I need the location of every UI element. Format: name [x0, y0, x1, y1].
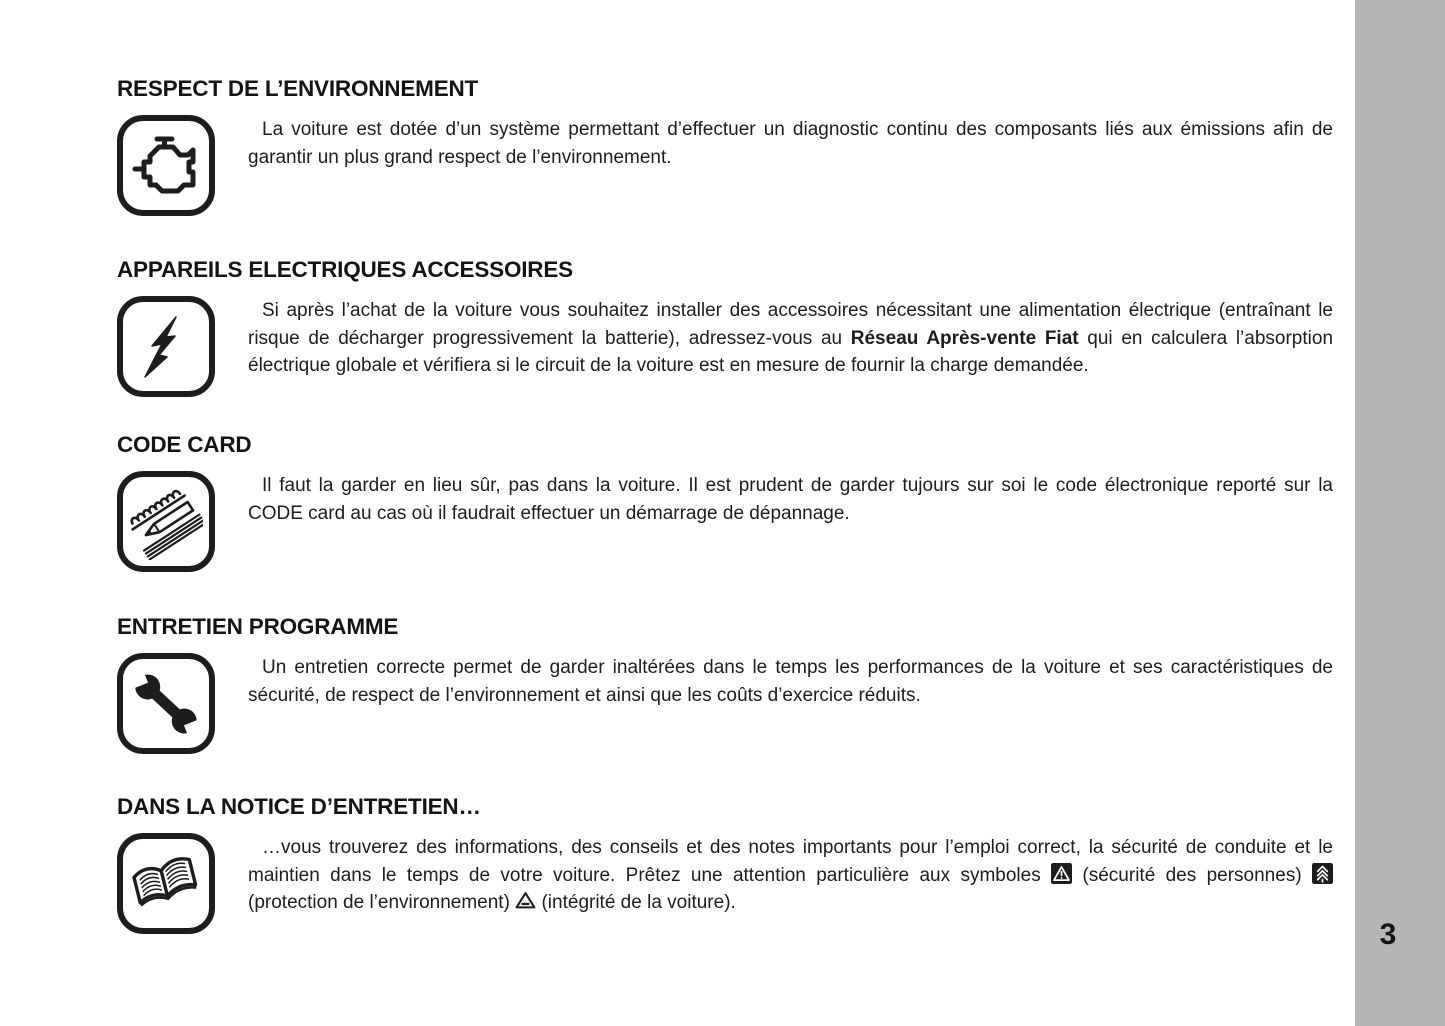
open-book-icon — [117, 833, 215, 934]
section-service-handbook — [117, 794, 1333, 934]
section-heading: RESPECT DE L’ENVIRONNEMENT — [117, 76, 479, 101]
section-paragraph — [248, 297, 1333, 380]
paragraph-text: (intégrité de la voiture). — [536, 892, 736, 913]
section-paragraph — [248, 834, 1333, 917]
section-heading: APPAREILS ELECTRIQUES ACCESSOIRES — [117, 257, 573, 282]
paragraph-text: Si après l’achat de la voiture vous souhaitez installer des accessoires nécessitant une alimentation électrique (entraînant le risque de décharger progressivement la batterie), adressez-vous au — [248, 300, 1333, 349]
section-environment — [117, 76, 1333, 216]
persons-safety-icon — [1051, 863, 1072, 884]
wrench-icon — [117, 653, 215, 754]
section-maintenance — [117, 614, 1333, 754]
paragraph-text: (protection de l’environnement) — [248, 892, 516, 913]
paragraph-text: (sécurité des personnes) — [1072, 864, 1312, 886]
section-code-card — [117, 432, 1333, 572]
section-paragraph: Un entretien correcte permet de garder inaltérées dans le temps les performances de la voiture et ses caractéristiques de sécurité, de respect de l’environnement et ainsi que les coûts d’exercice réduits. — [248, 657, 1333, 706]
section-heading: ENTRETIEN PROGRAMME — [117, 614, 399, 639]
page-number: 3 — [1379, 918, 1397, 951]
paragraph-text: …vous trouverez des informations, des conseils et des notes importants pour l’emploi correct, la sécurité de conduite et le maintien dans le temps de votre voiture. Prêtez une attention particulière aux symboles — [248, 837, 1333, 886]
section-paragraph: Il faut la garder en lieu sûr, pas dans la voiture. Il est prudent de garder tujours sur soi le code électronique reporté sur la CODE card au cas où il faudrait effectuer un démarrage de dépannage. — [248, 475, 1333, 524]
environment-protection-icon — [1312, 863, 1333, 884]
code-card-icon — [117, 471, 215, 572]
section-heading: DANS LA NOTICE D’ENTRETIEN… — [117, 794, 481, 819]
engine-warning-icon — [117, 115, 215, 216]
section-paragraph: La voiture est dotée d’un système permettant d’effectuer un diagnostic continu des composants liés aux émissions afin de garantir un plus grand respect de l’environnement. — [248, 119, 1333, 168]
vehicle-integrity-icon — [515, 890, 536, 911]
bold-network-name: Réseau Après-vente Fiat — [850, 327, 1079, 349]
page-edge-strip — [1355, 0, 1445, 1026]
paragraph-text: qui en calculera l’absorption électrique globale et vérifiera si le circuit de la voiture est en mesure de fournir la charge demandée. — [248, 327, 1334, 376]
section-heading: CODE CARD — [117, 432, 252, 457]
section-electrical-accessories — [117, 257, 1333, 397]
lightning-bolt-icon — [117, 296, 215, 397]
